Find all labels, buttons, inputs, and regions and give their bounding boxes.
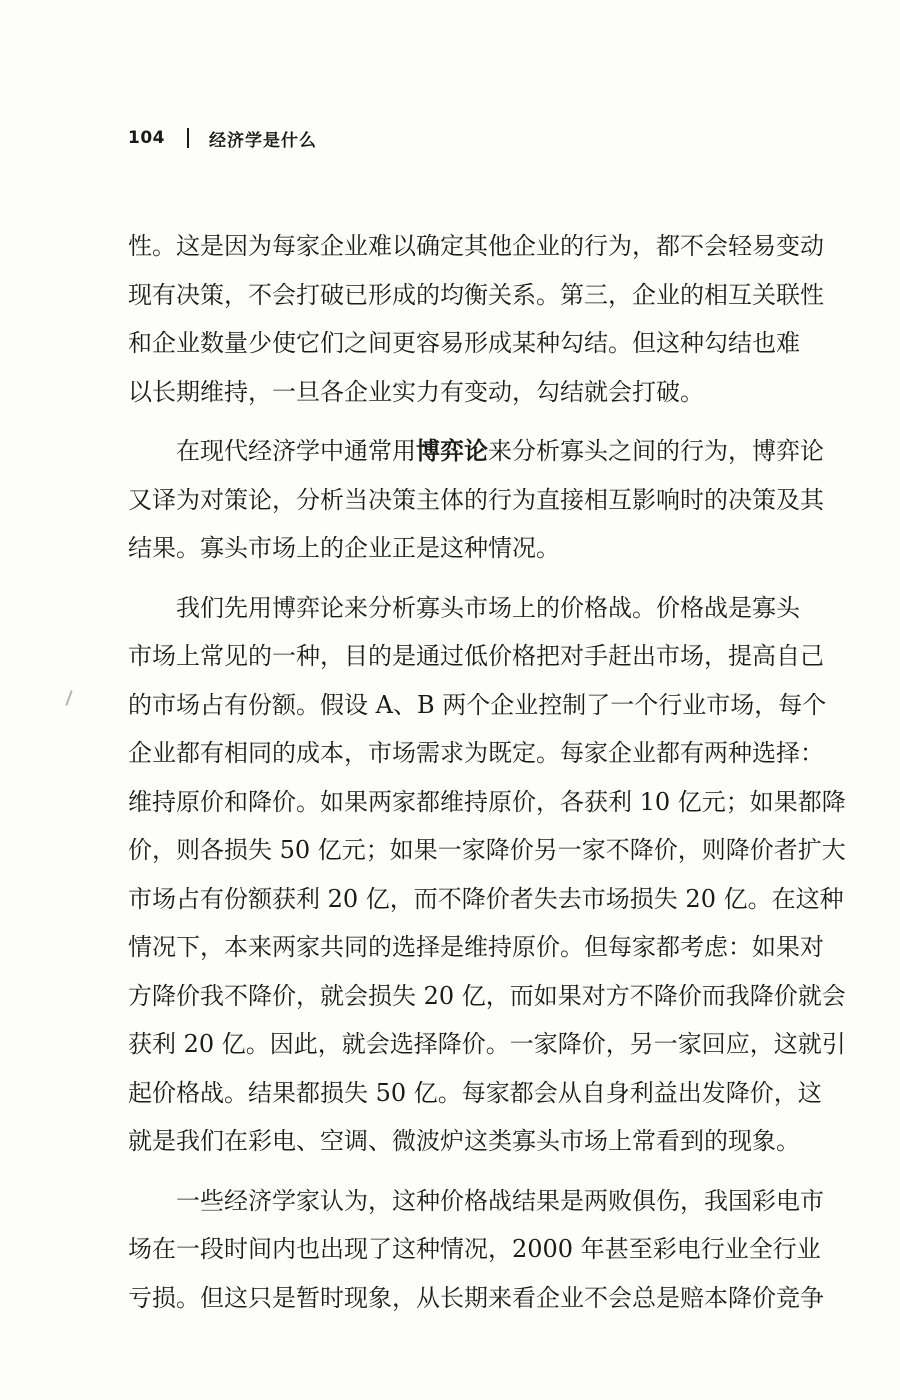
book-title: 经济学是什么 — [209, 130, 317, 151]
text-line: 维持原价和降价。如果两家都维持原价，各获利 10 亿元；如果都降 — [128, 787, 846, 816]
text-line: 我们先用博弈论来分析寡头市场上的价格战。价格战是寡头 — [176, 593, 800, 622]
text-line: 和企业数量少使它们之间更容易形成某种勾结。但这种勾结也难 — [128, 329, 800, 357]
text-line: 企业都有相同的成本，市场需求为既定。每家企业都有两种选择： — [128, 739, 824, 767]
text-line: 市场占有份额获利 20 亿，而不降价者失去市场损失 20 亿。在这种 — [128, 884, 844, 913]
page-speck-mark — [65, 690, 72, 706]
header-divider — [187, 128, 189, 148]
text-line: 一些经济学家认为，这种价格战结果是两败俱伤，我国彩电市 — [176, 1186, 824, 1215]
text-segment: 来分析寡头之间的行为，博弈论 — [488, 437, 824, 465]
text-line: 又译为对策论，分析当决策主体的行为直接相互影响时的决策及其 — [128, 485, 824, 514]
paragraph-2 — [128, 427, 840, 573]
paragraph-4 — [128, 1177, 840, 1323]
text-segment: 在现代经济学中通常用 — [176, 437, 416, 465]
page-number: 104 — [128, 128, 165, 148]
key-term: 博弈论 — [416, 436, 488, 465]
text-line: 价，则各损失 50 亿元；如果一家降价另一家不降价，则降价者扩大 — [128, 836, 846, 864]
text-line: 的市场占有份额。假设 A、B 两个企业控制了一个行业市场，每个 — [128, 690, 827, 719]
running-head — [128, 124, 317, 152]
paragraph-1 — [128, 222, 840, 416]
text-line: 亏损。但这只是暂时现象，从长期来看企业不会总是赔本降价竞争 — [128, 1283, 824, 1312]
text-line: 方降价我不降价，就会损失 20 亿，而如果对方不降价而我降价就会 — [128, 981, 846, 1010]
text-line: 情况下，本来两家共同的选择是维持原价。但每家都考虑：如果对 — [128, 933, 824, 961]
body-text — [128, 222, 846, 1322]
paragraph-3 — [128, 584, 846, 1166]
text-line: 市场上常见的一种，目的是通过低价格把对手赶出市场，提高自己 — [128, 642, 824, 670]
text-line: 以长期维持，一旦各企业实力有变动，勾结就会打破。 — [128, 377, 704, 406]
text-line — [128, 427, 840, 476]
text-line: 起价格战。结果都损失 50 亿。每家都会从自身利益出发降价，这 — [128, 1078, 822, 1107]
text-line: 现有决策，不会打破已形成的均衡关系。第三，企业的相互关联性 — [128, 280, 824, 309]
text-line: 结果。寡头市场上的企业正是这种情况。 — [128, 534, 560, 562]
text-line: 性。这是因为每家企业难以确定其他企业的行为，都不会轻易变动 — [128, 232, 824, 260]
text-line: 就是我们在彩电、空调、微波炉这类寡头市场上常看到的现象。 — [128, 1127, 800, 1155]
text-line: 获利 20 亿。因此，就会选择降价。一家降价，另一家回应，这就引 — [128, 1030, 846, 1058]
text-line: 场在一段时间内也出现了这种情况，2000 年甚至彩电行业全行业 — [128, 1235, 821, 1263]
